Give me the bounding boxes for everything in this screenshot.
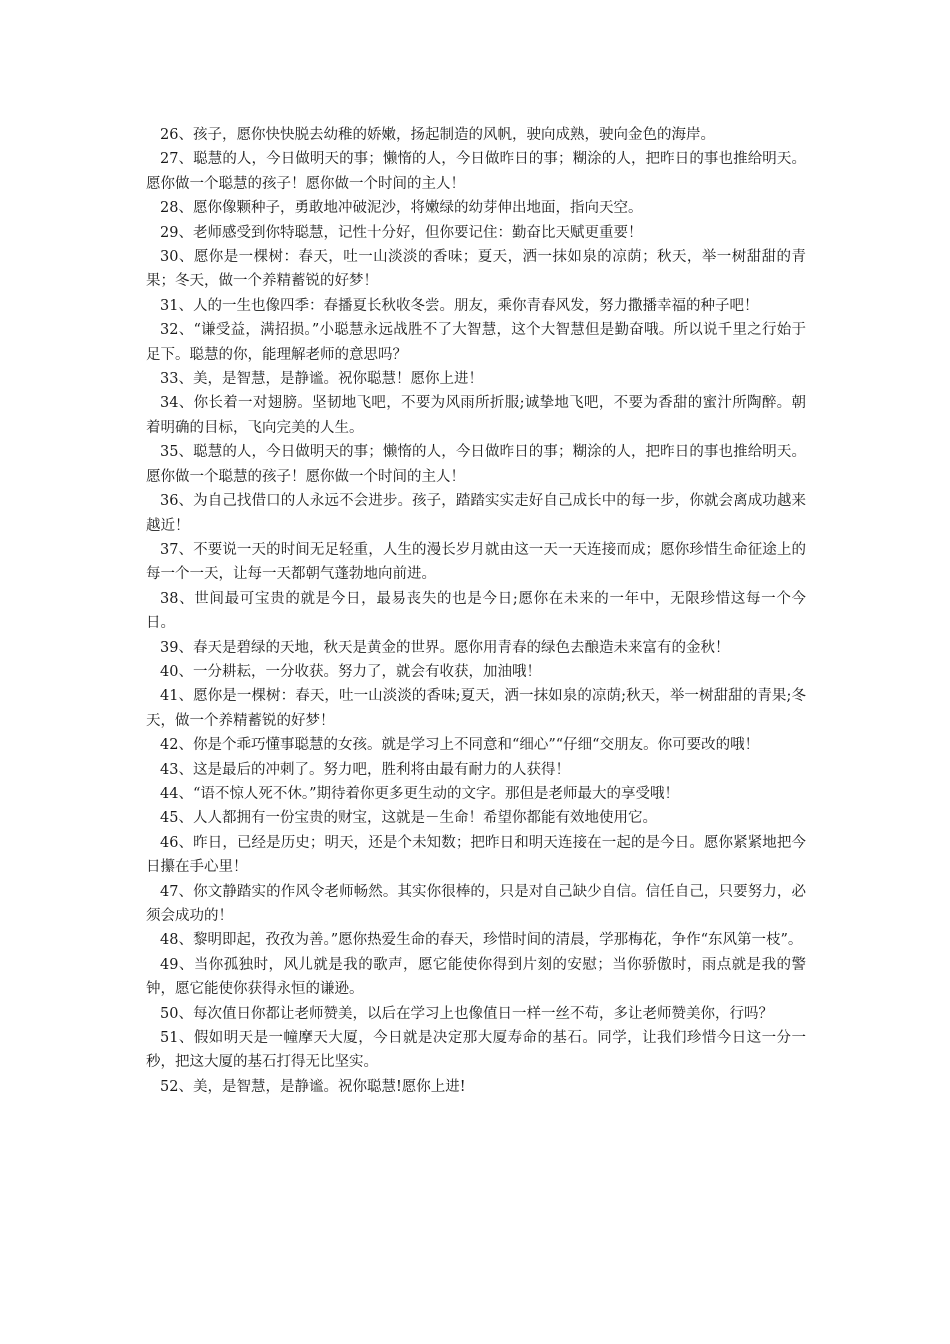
paragraph-52: 52、美，是智慧，是静谧。祝你聪慧!愿你上进! — [160, 1078, 466, 1095]
paragraph-27: 27、聪慧的人，今日做明天的事；懒惰的人，今日做昨日的事；糊涂的人，把昨日的事也推给明天。愿你做一个聪慧的孩子！愿你做一个时间的主人！ — [146, 151, 806, 192]
paragraph-38: 38、世间最可宝贵的就是今日，最易丧失的也是今日;愿你在未来的一年中，无限珍惜这每一个今日。 — [146, 590, 806, 632]
document-body — [146, 123, 806, 1099]
paragraph-30: 30、愿你是一棵树：春天，吐一山淡淡的香味；夏天，洒一抹如泉的凉荫；秋天，举一树甜甜的青果；冬天，做一个养精蓄锐的好梦！ — [146, 249, 806, 290]
paragraph-41: 41、愿你是一棵树：春天，吐一山淡淡的香味;夏天，洒一抹如泉的凉荫;秋天，举一树甜甜的青果;冬天，做一个养精蓄锐的好梦！ — [146, 688, 806, 729]
paragraph-26: 26、孩子，愿你快快脱去幼稚的娇嫩，扬起制造的风帆，驶向成熟，驶向金色的海岸。 — [160, 127, 715, 143]
paragraph-43: 43、这是最后的冲刺了。努力吧，胜利将由最有耐力的人获得！ — [160, 761, 570, 778]
paragraph-49: 49、当你孤独时，风儿就是我的歌声，愿它能使你得到片刻的安慰；当你骄傲时，雨点就是我的警钟，愿它能使你获得永恒的谦逊。 — [146, 956, 806, 998]
paragraph-32: 32、“谦受益，满招损。”小聪慧永远战胜不了大智慧，这个大智慧但是勤奋哦。所以说千里之行始于足下。聪慧的你，能理解老师的意思吗？ — [146, 322, 806, 363]
paragraph-40: 40、一分耕耘，一分收获。努力了，就会有收获，加油哦！ — [160, 663, 541, 680]
paragraph-31: 31、人的一生也像四季：春播夏长秋收冬尝。朋友，乘你青春风发，努力撒播幸福的种子吧！ — [160, 297, 759, 314]
paragraph-29: 29、老师感受到你特聪慧，记性十分好，但你要记住：勤奋比天赋更重要！ — [160, 224, 643, 241]
paragraph-44: 44、“语不惊人死不休。”期待着你更多更生动的文字。那但是老师最大的享受哦！ — [160, 785, 680, 802]
paragraph-37: 37、不要说一天的时间无足轻重，人生的漫长岁月就由这一天一天连接而成；愿你珍惜生命征途上的每一个一天，让每一天都朝气蓬勃地向前进。 — [146, 541, 806, 583]
paragraph-47: 47、你文静踏实的作风令老师畅然。其实你很棒的，只是对自己缺少自信。信任自己，只要努力，必须会成功的！ — [146, 883, 806, 924]
paragraph-45: 45、人人都拥有一份宝贵的财宝，这就是－生命！希望你都能有效地使用它。 — [160, 810, 657, 827]
paragraph-33: 33、美，是智慧，是静谧。祝你聪慧！愿你上进！ — [160, 371, 483, 388]
paragraph-42: 42、你是个乖巧懂事聪慧的女孩。就是学习上不同意和“细心”“仔细“交朋友。你可要改的哦！ — [160, 737, 760, 754]
paragraph-34: 34、你长着一对翅膀。坚韧地飞吧，不要为风雨所折服;诚挚地飞吧，不要为香甜的蜜汁所陶醉。朝着明确的目标，飞向完美的人生。 — [146, 395, 806, 436]
paragraph-36: 36、为自己找借口的人永远不会进步。孩子，踏踏实实走好自己成长中的每一步，你就会离成功越来越近！ — [146, 493, 806, 534]
paragraph-48: 48、黎明即起，孜孜为善。”愿你热爱生命的春天，珍惜时间的清晨，学那梅花，争作“东风第一枝”。 — [160, 932, 803, 949]
paragraph-39: 39、春天是碧绿的天地，秋天是黄金的世界。愿你用青春的绿色去酿造未来富有的金秋！ — [160, 639, 730, 656]
paragraph-28: 28、愿你像颗种子，勇敢地冲破泥沙，将嫩绿的幼芽伸出地面，指向天空。 — [160, 200, 643, 217]
paragraph-46: 46、昨日，已经是历史；明天，还是个未知数；把昨日和明天连接在一起的是今日。愿你紧紧地把今日攥在手心里！ — [146, 834, 806, 876]
paragraph-50: 50、每次值日你都让老师赞美，以后在学习上也像值日一样一丝不苟，多让老师赞美你，行吗？ — [160, 1005, 773, 1022]
paragraph-51: 51、假如明天是一幢摩天大厦，今日就是决定那大厦寿命的基石。同学，让我们珍惜今日这一分一秒，把这大厦的基石打得无比坚实。 — [146, 1030, 806, 1071]
paragraph-35: 35、聪慧的人，今日做明天的事；懒惰的人，今日做昨日的事；糊涂的人，把昨日的事也推给明天。愿你做一个聪慧的孩子！愿你做一个时间的主人！ — [146, 444, 806, 485]
